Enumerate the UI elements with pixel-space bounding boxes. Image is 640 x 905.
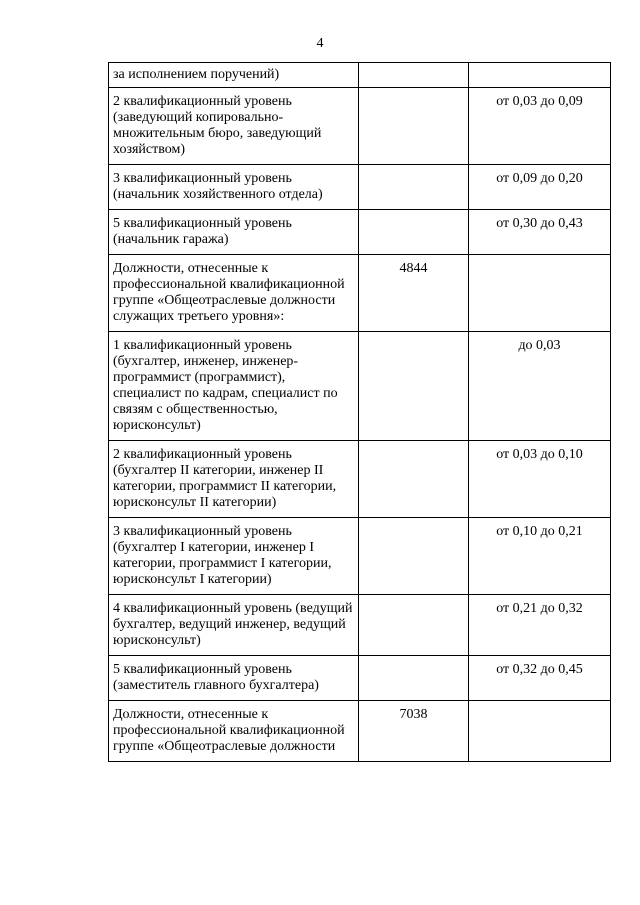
table-row [109,332,611,441]
table-row [109,701,611,762]
code-cell [359,210,469,255]
code-cell: 4844 [359,255,469,332]
position-cell: 5 квалификационный уровень (начальник гаража) [109,210,359,255]
code-cell [359,332,469,441]
table-row [109,210,611,255]
coefficient-cell: от 0,03 до 0,09 [469,88,611,165]
position-cell: 2 квалификационный уровень (заведующий копировально-множительным бюро, заведующий хозяйством) [109,88,359,165]
coefficient-cell: от 0,10 до 0,21 [469,518,611,595]
position-cell: за исполнением поручений) [109,63,359,88]
code-cell [359,63,469,88]
table-row [109,88,611,165]
table-row [109,165,611,210]
coefficient-cell [469,255,611,332]
coefficient-cell: от 0,30 до 0,43 [469,210,611,255]
code-cell [359,165,469,210]
table-row [109,255,611,332]
position-cell: 5 квалификационный уровень (заместитель главного бухгалтера) [109,656,359,701]
table-row [109,518,611,595]
position-cell: Должности, отнесенные к профессиональной квалификационной группе «Общеотраслевые должности служащих третьего уровня»: [109,255,359,332]
table-row [109,63,611,88]
coefficient-cell: от 0,32 до 0,45 [469,656,611,701]
table-row [109,595,611,656]
code-cell: 7038 [359,701,469,762]
coefficient-cell [469,63,611,88]
position-cell: 3 квалификационный уровень (начальник хозяйственного отдела) [109,165,359,210]
coefficient-cell [469,701,611,762]
position-cell: 2 квалификационный уровень (бухгалтер II категории, инженер II категории, программист II категории, юрисконсульт II категории) [109,441,359,518]
table-row [109,656,611,701]
position-cell: 3 квалификационный уровень (бухгалтер I категории, инженер I категории, программист I категории, юрисконсульт I категории) [109,518,359,595]
code-cell [359,518,469,595]
page-number: 4 [316,36,324,51]
qualification-table [108,62,611,762]
code-cell [359,595,469,656]
position-cell: 1 квалификационный уровень (бухгалтер, инженер, инженер-программист (программист), специалист по кадрам, специалист по связям с общественностью, юрисконсульт) [109,332,359,441]
table-row [109,441,611,518]
code-cell [359,441,469,518]
coefficient-cell: от 0,21 до 0,32 [469,595,611,656]
position-cell: 4 квалификационный уровень (ведущий бухгалтер, ведущий инженер, ведущий юрисконсульт) [109,595,359,656]
coefficient-cell: от 0,03 до 0,10 [469,441,611,518]
coefficient-cell: до 0,03 [469,332,611,441]
coefficient-cell: от 0,09 до 0,20 [469,165,611,210]
position-cell: Должности, отнесенные к профессиональной квалификационной группе «Общеотраслевые должности [109,701,359,762]
code-cell [359,656,469,701]
code-cell [359,88,469,165]
